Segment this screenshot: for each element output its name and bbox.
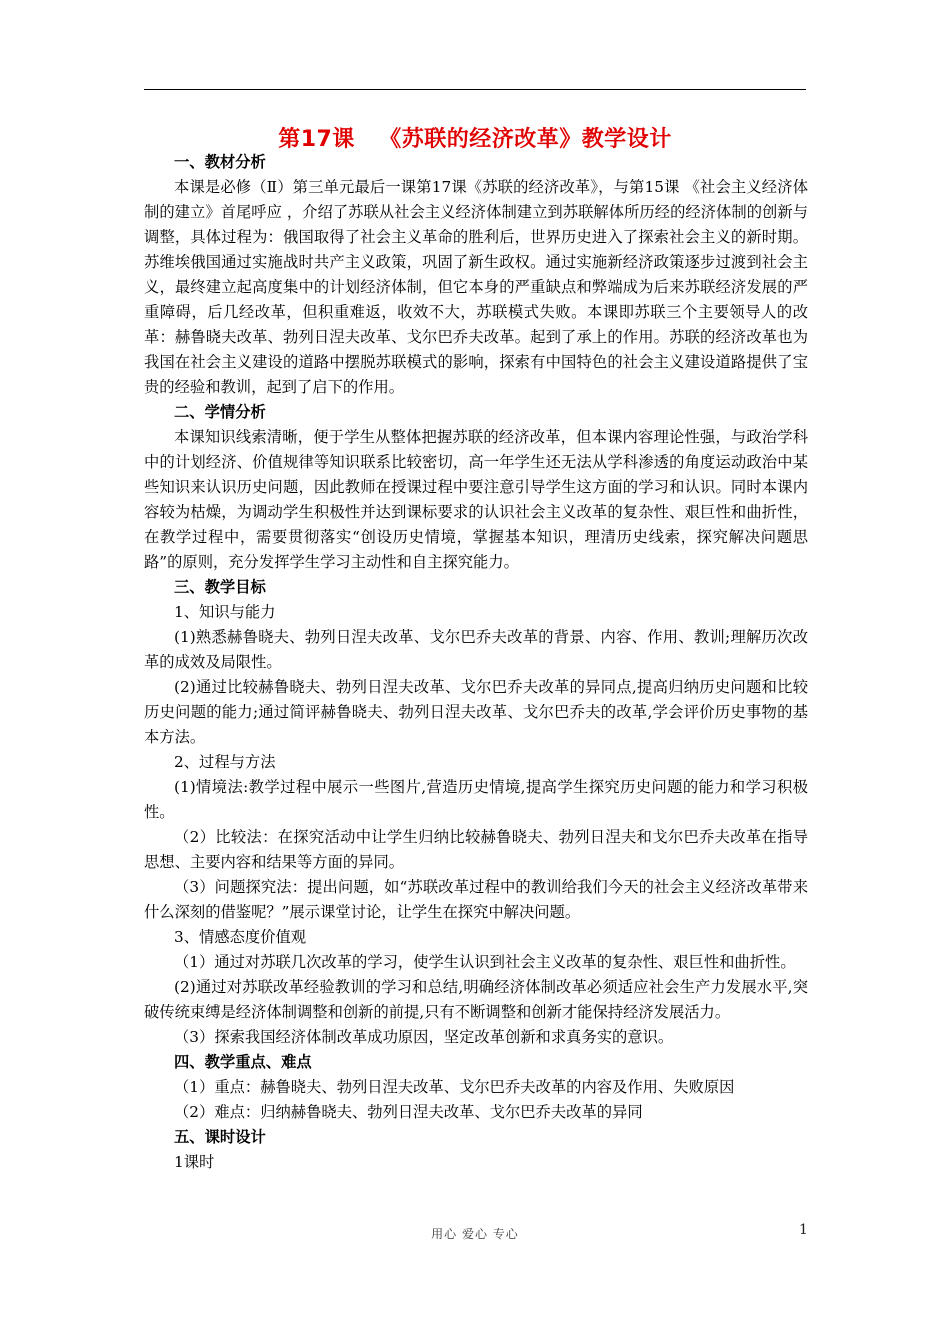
paragraph: 本课是必修（Ⅱ）第三单元最后一课第17课《苏联的经济改革》，与第15课 《社会主义经济体制的建立》首尾呼应 ，介绍了苏联从社会主义经济体制建立到苏联解体所历经的经济体制的创新与调整，具体过程为：俄国取得了社会主义革命的胜利后，世界历史进入了探索社会主义的新时期。苏维埃俄国通过实施战时共产主义政策，巩固了新生政权。通过实施新经济政策逐步过渡到社会主义，最终建立起高度集中的计划经济体制，但它本身的严重缺点和弊端成为后来苏联经济发展的严重障碍，后几经改革，但积重难返，收效不大，苏联模式失败。本课即苏联三个主要领导人的改革：赫鲁晓夫改革、勃列日涅夫改革、戈尔巴乔夫改革。起到了承上的作用。苏联的经济改革也为我国在社会主义建设的道路中摆脱苏联模式的影响，探索有中国特色的社会主义建设道路提供了宝贵的经验和教训，起到了启下的作用。 (144, 178, 808, 396)
paragraph: 本课知识线索清晰，便于学生从整体把握苏联的经济改革，但本课内容理论性强，与政治学科中的计划经济、价值规律等知识联系比较密切，高一年学生还无法从学科渗透的角度运动政治中某些知识来认识历史问题，因此教师在授课过程中要注意引导学生这方面的学习和认识。同时本课内容较为枯燥，为调动学生积极性并达到课标要求的认识社会主义改革的复杂性、艰巨性和曲折性，在教学过程中，需要贯彻落实“创设历史情境，掌握基本知识，理清历史线索，探究解决问题思路”的原则，充分发挥学生学习主动性和自主探究能力。 (144, 428, 808, 571)
paragraph: （1）重点：赫鲁晓夫、勃列日涅夫改革、戈尔巴乔夫改革的内容及作用、失败原因 (174, 1078, 735, 1096)
section-heading: 三、教学目标 (174, 578, 266, 596)
paragraph: (2)通过对苏联改革经验教训的学习和总结,明确经济体制改革必须适应社会生产力发展水平,突破传统束缚是经济体制调整和创新的前提,只有不断调整和创新才能保持经济发展活力。 (144, 978, 808, 1021)
paragraph: (1)熟悉赫鲁晓夫、勃列日涅夫改革、戈尔巴乔夫改革的背景、内容、作用、教训;理解历次改革的成效及局限性。 (144, 628, 808, 671)
paragraph: (1)情境法:教学过程中展示一些图片,营造历史情境,提高学生探究历史问题的能力和学习积极性。 (144, 778, 808, 821)
paragraph: （2）难点：归纳赫鲁晓夫、勃列日涅夫改革、戈尔巴乔夫改革的异同 (174, 1103, 643, 1121)
paragraph: （1）通过对苏联几次改革的学习，使学生认识到社会主义改革的复杂性、艰巨性和曲折性。 (174, 953, 796, 971)
paragraph: （2）比较法：在探究活动中让学生归纳比较赫鲁晓夫、勃列日涅夫和戈尔巴乔夫改革在指导思想、主要内容和结果等方面的异同。 (144, 828, 808, 871)
subsection-heading: 3、情感态度价值观 (174, 928, 307, 946)
header-rule (144, 89, 806, 90)
subsection-heading: 1、知识与能力 (174, 603, 276, 621)
paragraph: （3）探索我国经济体制改革成功原因，坚定改革创新和求真务实的意识。 (174, 1028, 674, 1046)
section-heading: 二、学情分析 (174, 403, 266, 421)
page-number: 1 (799, 1222, 808, 1238)
paragraph: 1课时 (174, 1153, 215, 1171)
subsection-heading: 2、过程与方法 (174, 753, 276, 771)
paragraph: (2)通过比较赫鲁晓夫、勃列日涅夫改革、戈尔巴乔夫改革的异同点,提高归纳历史问题和比较历史问题的能力;通过简评赫鲁晓夫、勃列日涅夫改革、戈尔巴乔夫的改革,学会评价历史事物的基本方法。 (144, 678, 808, 746)
section-heading: 四、教学重点、难点 (174, 1053, 312, 1071)
document-title: 第17课 《苏联的经济改革》教学设计 (278, 127, 672, 152)
section-heading: 一、教材分析 (174, 153, 266, 171)
document-body (144, 150, 808, 1175)
section-heading: 五、课时设计 (174, 1128, 266, 1146)
footer-motto: 用心 爱心 专心 (431, 1227, 519, 1241)
paragraph: （3）问题探究法：提出问题，如“苏联改革过程中的教训给我们今天的社会主义经济改革带来什么深刻的借鉴呢？”展示课堂讨论，让学生在探究中解决问题。 (144, 878, 808, 921)
